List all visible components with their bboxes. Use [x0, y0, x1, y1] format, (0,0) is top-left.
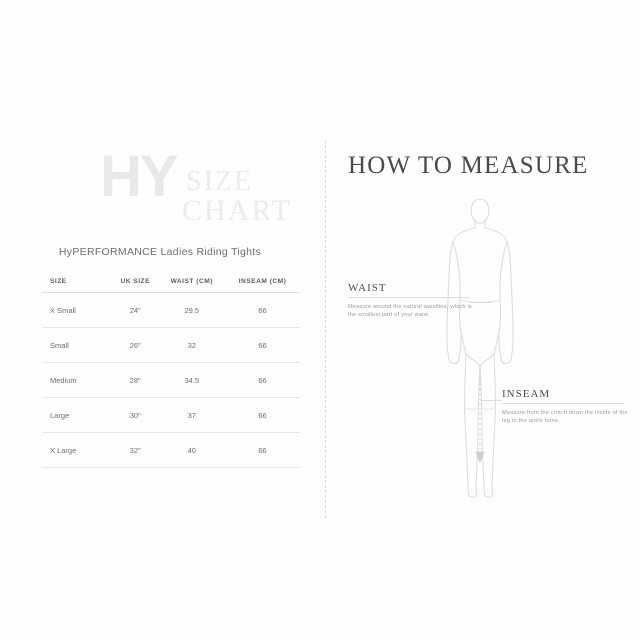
inseam-measure-block [502, 388, 630, 426]
cell-waist: 40 [158, 433, 225, 468]
cell-inseam: 66 [225, 363, 300, 398]
waist-measure-block [348, 282, 476, 320]
product-title: HyPERFORMANCE Ladies Riding Tights [58, 246, 262, 258]
how-to-measure-panel [320, 0, 640, 640]
logo-size-text: SIZE [186, 166, 254, 197]
body-figure-illustration [420, 196, 540, 516]
inseam-leader-line [480, 400, 502, 401]
cell-size: X Small [42, 293, 112, 328]
column-header-inseam: INSEAM (CM) [225, 272, 300, 293]
table-row [42, 293, 300, 328]
column-header-size: SIZE [42, 272, 112, 293]
brand-logo [100, 144, 300, 238]
cell-size: Large [42, 398, 112, 433]
cell-uk-size: 24" [112, 293, 158, 328]
cell-inseam: 66 [225, 433, 300, 468]
cell-inseam: 66 [225, 328, 300, 363]
cell-waist: 29.5 [158, 293, 225, 328]
cell-waist: 37 [158, 398, 225, 433]
column-header-waist: WAIST (CM) [158, 272, 225, 293]
cell-size: X Large [42, 433, 112, 468]
cell-inseam: 66 [225, 293, 300, 328]
size-table [42, 272, 300, 468]
cell-uk-size: 30" [112, 398, 158, 433]
inseam-description: Measure from the crotch down the inside of the leg to the ankle bone. [502, 410, 628, 425]
how-to-measure-heading: HOW TO MEASURE [348, 152, 589, 179]
waist-description: Measure around the natural waistline, which is the smallest part of your waist. [348, 304, 472, 319]
cell-uk-size: 32" [112, 433, 158, 468]
logo-brand-text: HY [100, 144, 177, 209]
cell-uk-size: 26" [112, 328, 158, 363]
cell-inseam: 66 [225, 398, 300, 433]
table-row [42, 328, 300, 363]
table-row [42, 398, 300, 433]
cell-waist: 32 [158, 328, 225, 363]
inseam-title: INSEAM [502, 388, 551, 400]
cell-size: Medium [42, 363, 112, 398]
logo-chart-text: CHART [182, 194, 292, 227]
cell-waist: 34.5 [158, 363, 225, 398]
waist-title: WAIST [348, 282, 387, 294]
column-header-uk-size: UK SIZE [112, 272, 158, 293]
inseam-rule [502, 403, 624, 404]
table-row [42, 433, 300, 468]
waist-rule [348, 297, 470, 298]
table-row [42, 363, 300, 398]
table-header-row [42, 272, 300, 293]
cell-uk-size: 28" [112, 363, 158, 398]
cell-size: Small [42, 328, 112, 363]
